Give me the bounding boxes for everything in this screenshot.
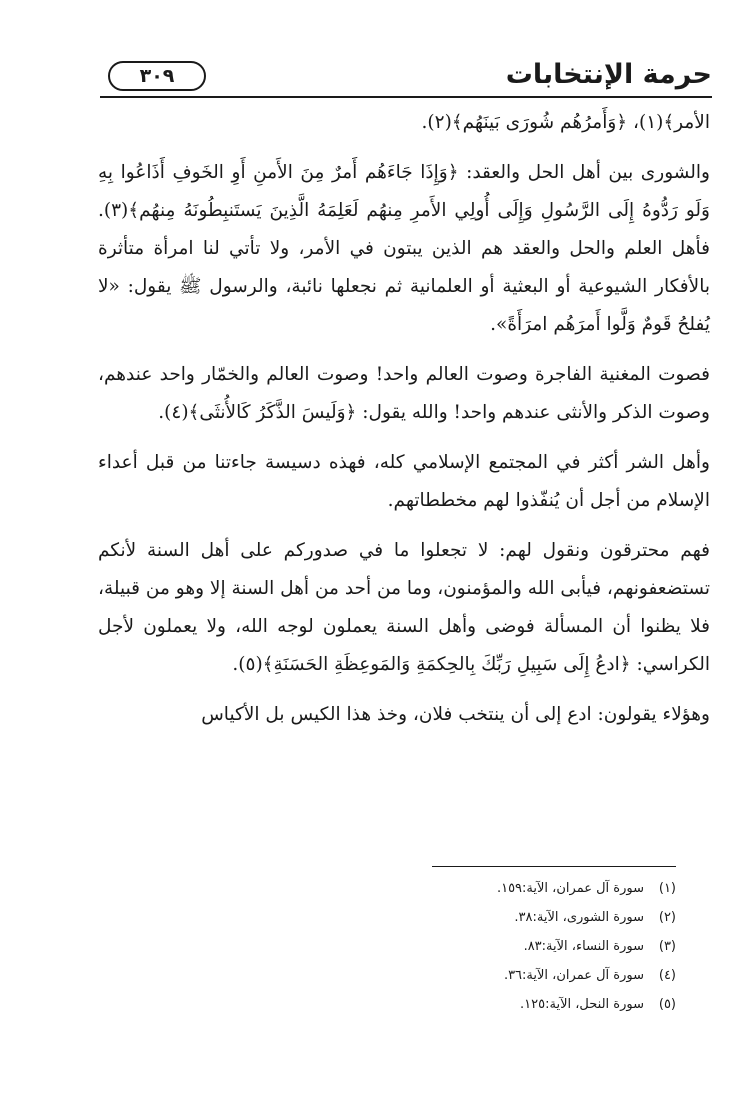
footnote-text: سورة النساء، الآية:٨٣. xyxy=(523,939,644,954)
footnote-item xyxy=(420,961,676,990)
paragraph-3: فصوت المغنية الفاجرة وصوت العالم واحد! وصوت العالم والخمّار واحد عندهم، وصوت الذكر والأنثى عندهم واحد! والله يقول: ﴿وَلَيسَ الذَّكَرُ كَالأُنثَى﴾(٤). xyxy=(98,364,710,423)
footnote-number: (٤) xyxy=(658,968,676,983)
main-text xyxy=(98,104,710,734)
footnote-number: (٣) xyxy=(658,939,676,954)
footnote-text: سورة النحل، الآية:١٢٥. xyxy=(520,997,644,1012)
footnote-item xyxy=(420,874,676,903)
paragraph-2: والشورى بين أهل الحل والعقد: ﴿وَإِذَا جَاءَهُم أَمرٌ مِنَ الأَمنِ أَوِ الخَوفِ أَذَاعُوا بِهِ وَلَو رَدُّوهُ إِلَى الرَّسُولِ وَإِلَى أُولِي الأَمرِ مِنهُم لَعَلِمَهُ الَّذِينَ يَستَنبِطُونَهُ مِنهُم﴾(٣). فأهل العلم والحل والعقد هم الذين يبتون في الأمر، ولا تأتي لنا امرأة متأثرة بالأفكار الشيوعية أو البعثية أو العلمانية ثم نجعلها نائبة، والرسول ﷺ يقول: «لا يُفلحُ قَومٌ وَلَّوا أَمرَهُم امرَأَةً». xyxy=(98,162,710,335)
footnotes xyxy=(420,874,676,1019)
footnote-item xyxy=(420,990,676,1019)
footnote-text: سورة آل عمران، الآية:١٥٩. xyxy=(496,881,644,896)
header-divider xyxy=(100,96,712,98)
footnote-number: (١) xyxy=(658,881,676,896)
page-number-badge: ٣٠٩ xyxy=(108,61,206,91)
footnote-number: (٢) xyxy=(658,910,676,925)
footnote-text: سورة الشورى، الآية:٣٨. xyxy=(514,910,644,925)
footnote-divider xyxy=(432,866,676,867)
page-header xyxy=(100,58,712,98)
footnote-number: (٥) xyxy=(658,997,676,1012)
paragraph-1: الأمر﴾(١)، ﴿وَأَمرُهُم شُورَى بَينَهُم﴾(٢). xyxy=(421,112,710,133)
book-title: حرمة الإنتخابات xyxy=(505,59,712,90)
footnote-item xyxy=(420,932,676,961)
paragraph-6: وهؤلاء يقولون: ادع إلى أن ينتخب فلان، وخذ هذا الكيس بل الأكياس xyxy=(201,704,710,725)
footnote-text: سورة آل عمران، الآية:٣٦. xyxy=(503,968,644,983)
footnote-item xyxy=(420,903,676,932)
paragraph-4: وأهل الشر أكثر في المجتمع الإسلامي كله، فهذه دسيسة جاءتنا من قبل أعداء الإسلام من أجل أن يُنفّذوا لهم مخططاتهم. xyxy=(98,452,710,511)
paragraph-5: فهم محترقون ونقول لهم: لا تجعلوا ما في صدوركم على أهل السنة لأنكم تستضعفونهم، فيأبى الله والمؤمنون، وما من أحد من أهل السنة إلا وهو من قبيلة، فلا يظنوا أن المسألة فوضى وأهل السنة يعملون لوجه الله، ولا يعملون لأجل الكراسي: ﴿ادعُ إِلَى سَبِيلِ رَبِّكَ بِالحِكمَةِ وَالمَوعِظَةِ الحَسَنَةِ﴾(٥). xyxy=(98,540,710,675)
